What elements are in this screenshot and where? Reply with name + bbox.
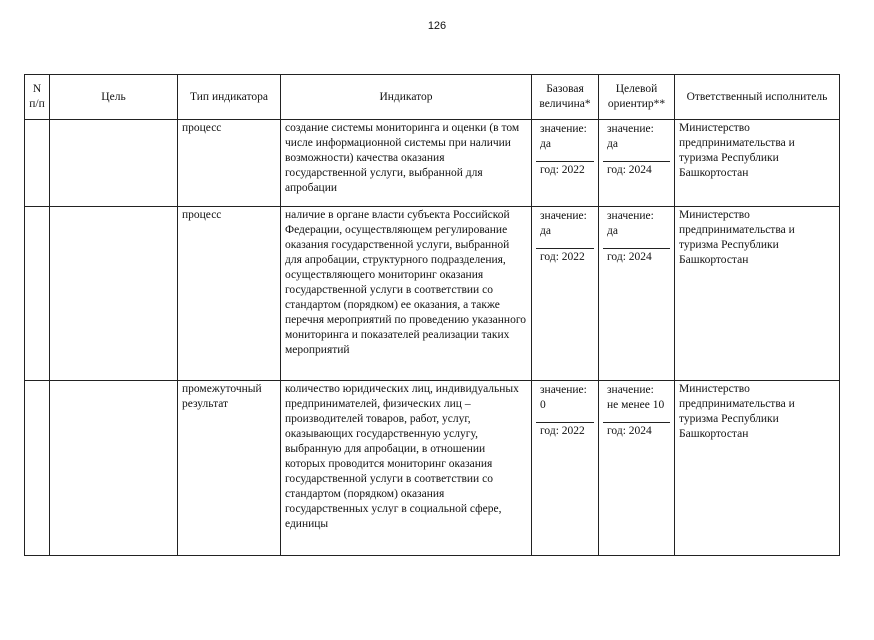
target-year: год: 2024 — [603, 161, 670, 179]
base-year: год: 2022 — [536, 422, 594, 440]
type-cell: процесс — [178, 207, 281, 381]
responsible-cell: Министерство предпринимательства и туризма Республики Башкортостан — [675, 120, 840, 207]
indicator-cell: создание системы мониторинга и оценки (в том числе информационной системы при наличии возможности) качества оказания государственной услуги, выбранной для апробации — [281, 120, 532, 207]
num-cell — [25, 120, 50, 207]
target-value: значение: да — [607, 210, 654, 237]
indicators-table — [24, 74, 840, 556]
responsible-cell: Министерство предпринимательства и туризма Республики Башкортостан — [675, 381, 840, 556]
target-cell — [599, 381, 675, 556]
base-cell — [532, 120, 599, 207]
num-cell — [25, 381, 50, 556]
header-goal: Цель — [50, 75, 178, 120]
header-num: N п/п — [25, 75, 50, 120]
base-year: год: 2022 — [536, 161, 594, 179]
indicator-cell: количество юридических лиц, индивидуальных предпринимателей, физических лиц – производителей товаров, работ, услуг, оказывающих государственную услугу, выбранную для апробации, в отношении которых проводится мониторинг оказания государственной услуги в соответствии со стандартом (порядком) оказания государственных услуг в социальной сфере, единицы — [281, 381, 532, 556]
table-row — [25, 207, 840, 381]
type-cell: процесс — [178, 120, 281, 207]
base-value: значение: 0 — [540, 384, 587, 411]
target-cell — [599, 120, 675, 207]
header-type: Тип индикатора — [178, 75, 281, 120]
base-value: значение: да — [540, 123, 587, 150]
target-year: год: 2024 — [603, 248, 670, 266]
base-year: год: 2022 — [536, 248, 594, 266]
indicator-cell: наличие в органе власти субъекта Российской Федерации, осуществляющем регулирование оказания государственной услуги, выбранной для апробации, структурного подразделения, осуществляющего мониторинг оказания государственной услуги в соответствии со стандартом (порядком) ее оказания, а также перечня мероприятий по проведению указанного мониторинга и показателей реализации таких мероприятий — [281, 207, 532, 381]
target-cell — [599, 207, 675, 381]
target-year: год: 2024 — [603, 422, 670, 440]
table-header-row — [25, 75, 840, 120]
header-responsible: Ответственный исполнитель — [675, 75, 840, 120]
header-base: Базовая величина* — [532, 75, 599, 120]
goal-cell — [50, 381, 178, 556]
target-value: значение: да — [607, 123, 654, 150]
goal-cell — [50, 207, 178, 381]
base-cell — [532, 207, 599, 381]
table-row — [25, 381, 840, 556]
header-target: Целевой ориентир** — [599, 75, 675, 120]
page-number: 126 — [427, 20, 447, 32]
base-value: значение: да — [540, 210, 587, 237]
base-cell — [532, 381, 599, 556]
target-value: значение: не менее 10 — [607, 384, 665, 411]
num-cell — [25, 207, 50, 381]
goal-cell — [50, 120, 178, 207]
type-cell: промежуточный результат — [178, 381, 281, 556]
responsible-cell: Министерство предпринимательства и туризма Республики Башкортостан — [675, 207, 840, 381]
header-indicator: Индикатор — [281, 75, 532, 120]
table-row — [25, 120, 840, 207]
